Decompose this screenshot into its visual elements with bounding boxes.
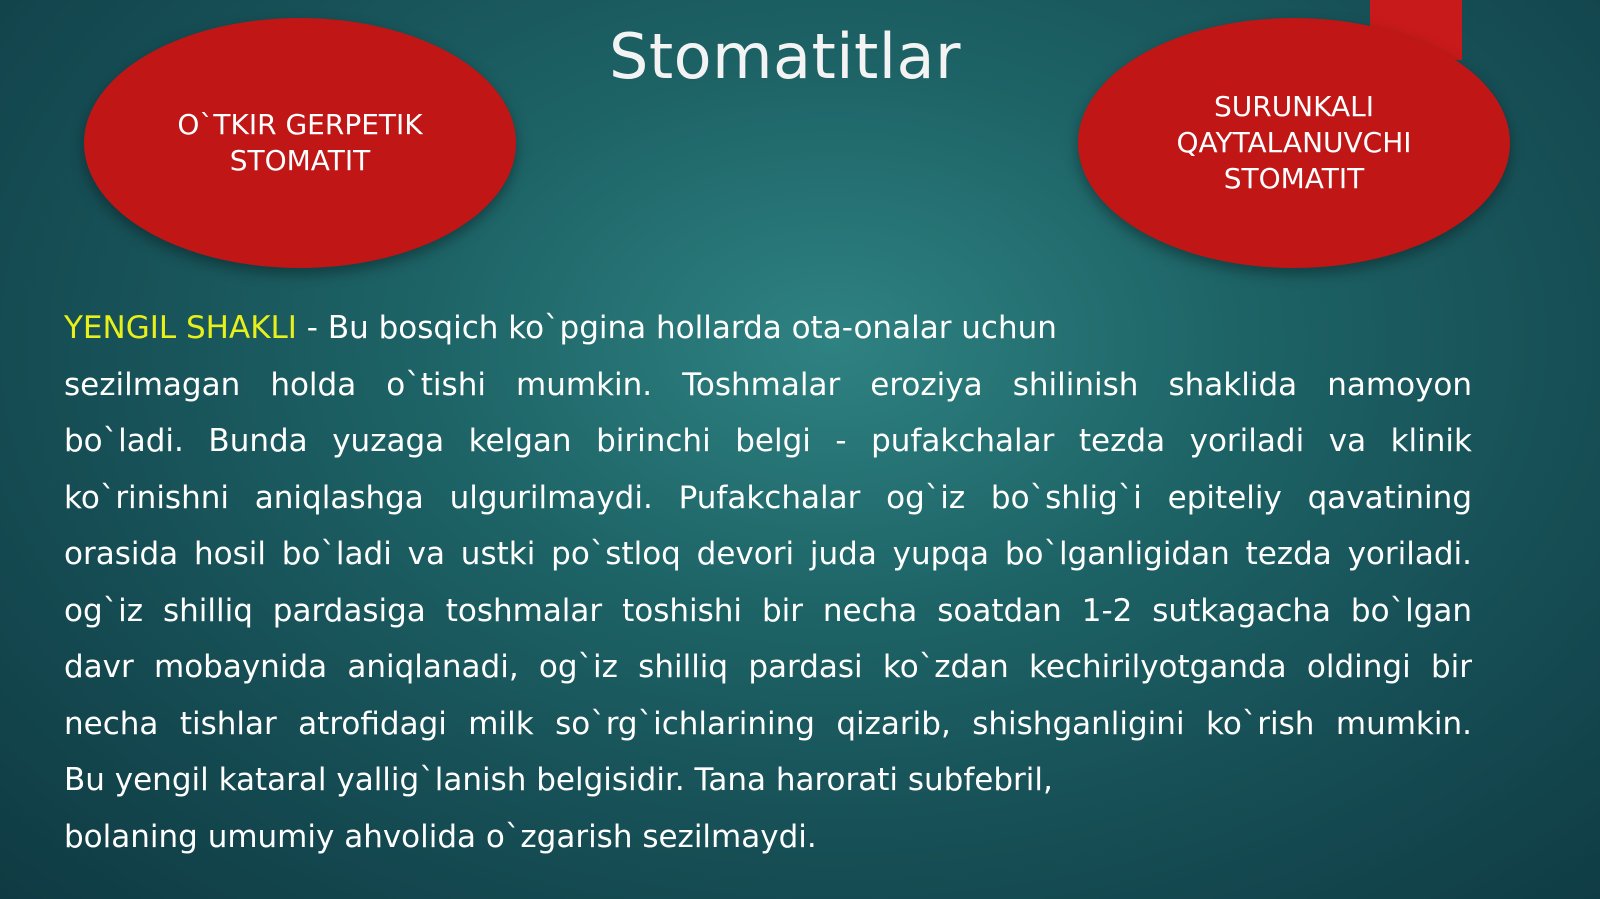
body-line-6: og`iz shilliq pardasiga toshmalar toshishi bir necha soatdan 1-2 sutkagacha bo`lgan: [64, 592, 1472, 629]
body-line-8: necha tishlar atrofidagi milk so`rg`ichlarining qizarib, shishganligini ko`rish mumkin.: [64, 705, 1472, 742]
right-bubble-label: SURUNKALI QAYTALANUVCHI STOMATIT: [1176, 90, 1412, 195]
body-line-7: davr mobaynida aniqlanadi, og`iz shilliq pardasi ko`zdan kechirilyotganda oldingi bir: [64, 649, 1472, 685]
body-line-1-text: - Bu bosqich ko`pgina hollarda ota-onalar uchun: [296, 310, 1057, 346]
body-paragraph: [64, 300, 1472, 865]
slide-title: Stomatitlar: [608, 20, 962, 93]
body-line-10: bolaning umumiy ahvolida o`zgarish sezilmaydi.: [64, 818, 817, 855]
body-line-1: [64, 300, 1472, 357]
left-red-bubble: [84, 18, 516, 268]
right-red-bubble: [1078, 18, 1510, 268]
lead-highlight: YENGIL SHAKLI: [64, 310, 297, 346]
body-line-2: sezilmagan holda o`tishi mumkin. Toshmalar eroziya shilinish shaklida namoyon: [64, 366, 1472, 403]
body-line-4: ko`rinishni aniqlashga ulgurilmaydi. Pufakchalar og`iz bo`shlig`i epiteliy qavatining: [64, 479, 1472, 516]
body-line-9: Bu yengil kataral yallig`lanish belgisidir. Tana harorati subfebril,: [64, 762, 1053, 798]
body-line-5: orasida hosil bo`ladi va ustki po`stloq devori juda yupqa bo`lganligidan tezda yoriladi.: [64, 536, 1472, 572]
left-bubble-label: O`TKIR GERPETIK STOMATIT: [177, 108, 423, 177]
body-line-3: bo`ladi. Bunda yuzaga kelgan birinchi belgi - pufakchalar tezda yoriladi va klinik: [64, 423, 1472, 459]
